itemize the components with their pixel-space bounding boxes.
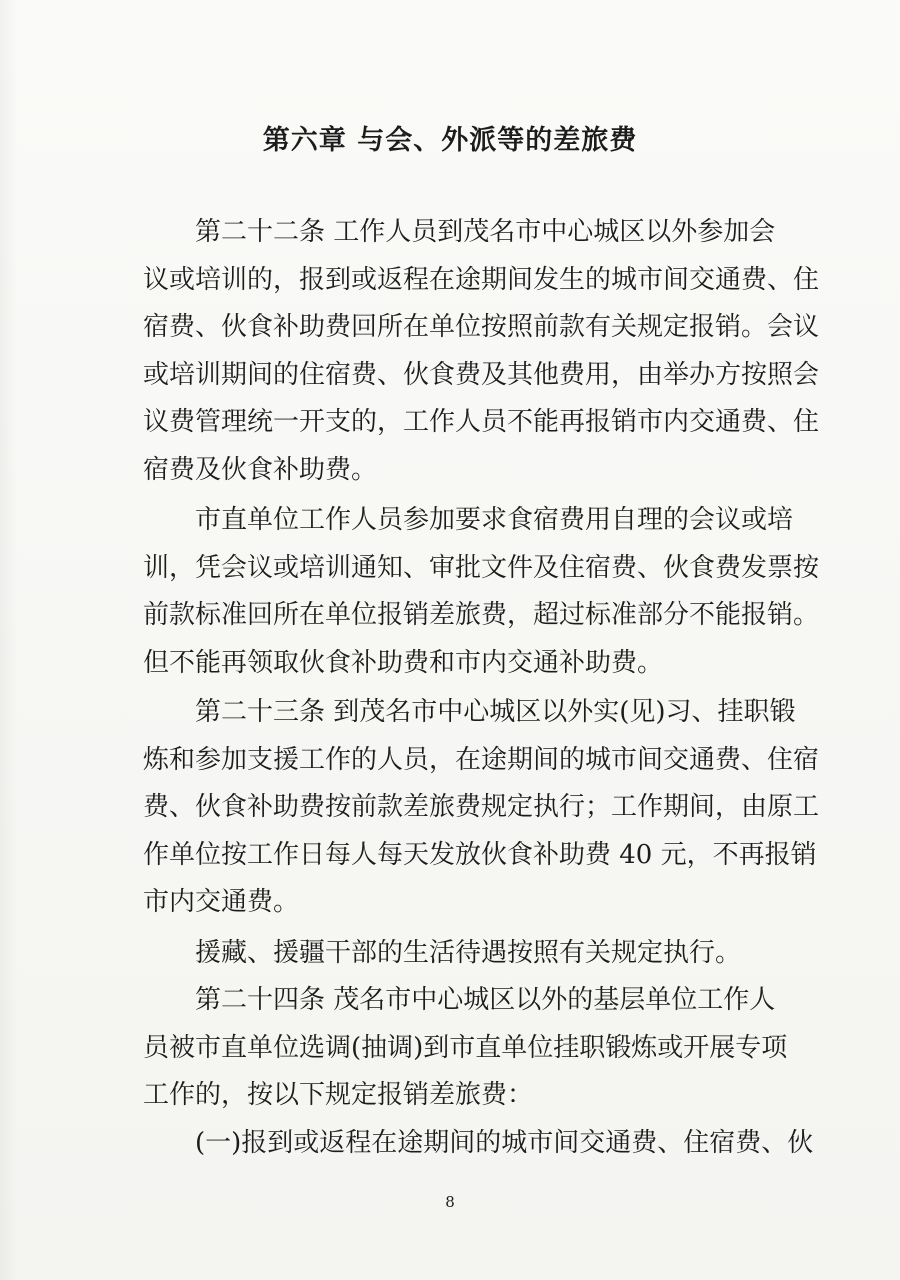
text-line: 第二十三条 到茂名市中心城区以外实(见)习、挂职锻 (195, 697, 796, 727)
text-line: 费、伙食补助费按前款差旅费规定执行；工作期间，由原工 (143, 792, 820, 822)
text-line: 议或培训的，报到或返程在途期间发生的城市间交通费、住 (143, 264, 820, 295)
text-line: 宿费及伙食补助费。 (143, 454, 378, 485)
text-line: 员被市直单位选调(抽调)到市直单位挂职锻炼或开展专项 (143, 1032, 788, 1063)
text-line: 议费管理统一开支的，工作人员不能再报销市内交通费、住 (143, 407, 820, 437)
text-line: 或培训期间的住宿费、伙食费及其他费用，由举办方按照会 (143, 359, 820, 390)
text-line: 作单位按工作日每人每天发放伙食补助费 40 元，不再报销 (143, 839, 817, 870)
text-line: 宿费、伙食补助费回所在单位按照前款有关规定报销。会议 (143, 312, 820, 342)
paragraph-article-23 (143, 689, 820, 927)
paragraph-article-24 (143, 977, 788, 1120)
paragraph-article-22 (143, 209, 820, 494)
text-line: 炼和参加支援工作的人员，在途期间的城市间交通费、住宿 (143, 744, 820, 775)
page-number: 8 (445, 1193, 455, 1211)
text-line: (一)报到或返程在途期间的城市间交通费、住宿费、伙 (195, 1128, 814, 1158)
text-line: 第二十二条 工作人员到茂名市中心城区以外参加会 (195, 217, 776, 247)
text-line: 但不能再领取伙食补助费和市内交通补助费。 (143, 647, 664, 678)
paragraph-self-paid-meetings (143, 497, 820, 687)
chapter-title: 第六章 与会、外派等的差旅费 (262, 125, 638, 156)
text-line: 援藏、援疆干部的生活待遇按照有关规定执行。 (195, 938, 742, 968)
paragraph-item-1 (143, 1120, 814, 1168)
text-line: 市直单位工作人员参加要求食宿费用自理的会议或培 (195, 505, 794, 535)
paragraph-tibet-xinjiang (143, 930, 768, 978)
text-line: 第二十四条 茂名市中心城区以外的基层单位工作人 (195, 985, 776, 1015)
text-line: 前款标准回所在单位报销差旅费，超过标准部分不能报销。 (143, 600, 820, 630)
text-line: 工作的，按以下规定报销差旅费： (143, 1080, 534, 1110)
text-line: 训，凭会议或培训通知、审批文件及住宿费、伙食费发票按 (143, 552, 820, 583)
text-line: 市内交通费。 (143, 887, 300, 917)
